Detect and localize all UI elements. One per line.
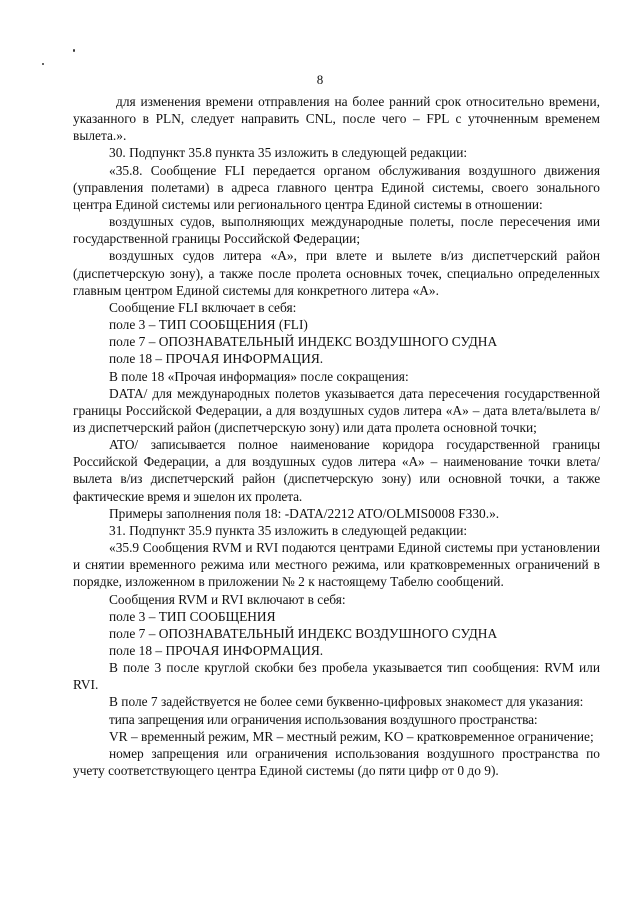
paragraph: Сообщения RVM и RVI включают в себя: <box>109 591 346 607</box>
document-body <box>73 93 600 779</box>
paragraph: воздушных судов литера «А», при влете и вылете в/из диспетчерский район (диспетчерскую зону), а также после пролета основных точек, специально определенных главным центром Единой системы для конкретного литера «А». <box>73 248 600 298</box>
paragraph: DATA/ для международных полетов указывается дата пересечения государственной границы Российской Федерации, а для воздушных судов литера «А» – дата влета/вылета в/из диспетчерский район (диспетчерскую зону) или дата пролета основной точки; <box>73 385 600 435</box>
paragraph: «35.8. Сообщение FLI передается органом обслуживания воздушного движения (управления полетами) в адреса главного центра Единой системы, своего зонального центра Единой системы или регионального центра Единой системы в отношении: <box>73 162 600 212</box>
paragraph: воздушных судов, выполняющих международные полеты, после пересечения ими государственной границы Российской Федерации; <box>73 214 600 247</box>
paragraph: поле 3 – ТИП СООБЩЕНИЯ <box>109 608 276 624</box>
paragraph: поле 7 – ОПОЗНАВАТЕЛЬНЫЙ ИНДЕКС ВОЗДУШНОГО СУДНА <box>109 334 498 350</box>
paragraph: Сообщение FLI включает в себя: <box>109 299 297 315</box>
paragraph: номер запрещения или ограничения использования воздушного пространства по учету соответствующего центра Единой системы (до пяти цифр от 0 до 9). <box>73 745 600 779</box>
paragraph: VR – временный режим, MR – местный режим, KO – кратковременное ограничение; <box>109 728 594 744</box>
scan-speck <box>42 63 44 65</box>
paragraph: для изменения времени отправления на более ранний срок относительно времени, указанного в PLN, следует направить CNL, после чего – FPL с уточненным временем вылета.». <box>73 94 600 144</box>
paragraph: Примеры заполнения поля 18: -DATA/2212 ATO/OLMIS0008 F330.». <box>109 505 500 521</box>
paragraph: поле 3 – ТИП СООБЩЕНИЯ (FLI) <box>109 317 308 333</box>
paragraph: В поле 3 после круглой скобки без пробела указывается тип сообщения: RVM или RVI. <box>73 660 600 693</box>
paragraph: 31. Подпункт 35.9 пункта 35 изложить в следующей редакции: <box>109 522 468 538</box>
paragraph: ATO/ записывается полное наименование коридора государственной границы Российской Федерации, а для воздушных судов литера «А» – наименование точки влета/вылета в/из диспетчерский район (диспетчерскую зону) или основной точки, а также фактические время и эшелон их пролета. <box>73 437 600 504</box>
scan-speck <box>73 49 75 52</box>
paragraph: В поле 18 «Прочая информация» после сокращения: <box>109 368 409 384</box>
paragraph: В поле 7 задействуется не более семи буквенно-цифровых знакомест для указания: <box>109 694 584 710</box>
paragraph: поле 18 – ПРОЧАЯ ИНФОРМАЦИЯ. <box>109 643 324 658</box>
paragraph: типа запрещения или ограничения использования воздушного пространства: <box>109 711 538 727</box>
paragraph: поле 18 – ПРОЧАЯ ИНФОРМАЦИЯ. <box>109 351 324 367</box>
paragraph: «35.9 Сообщения RVM и RVI подаются центрами Единой системы при установлении и снятии временного режима или местного режима, или кратковременных ограничений в порядке, изложенном в приложении № 2 к настоящему Табелю сообщений. <box>73 540 600 590</box>
paragraph: поле 7 – ОПОЗНАВАТЕЛЬНЫЙ ИНДЕКС ВОЗДУШНОГО СУДНА <box>109 625 498 641</box>
paragraph: 30. Подпункт 35.8 пункта 35 изложить в следующей редакции: <box>109 145 468 161</box>
page-number: 8 <box>316 72 324 87</box>
